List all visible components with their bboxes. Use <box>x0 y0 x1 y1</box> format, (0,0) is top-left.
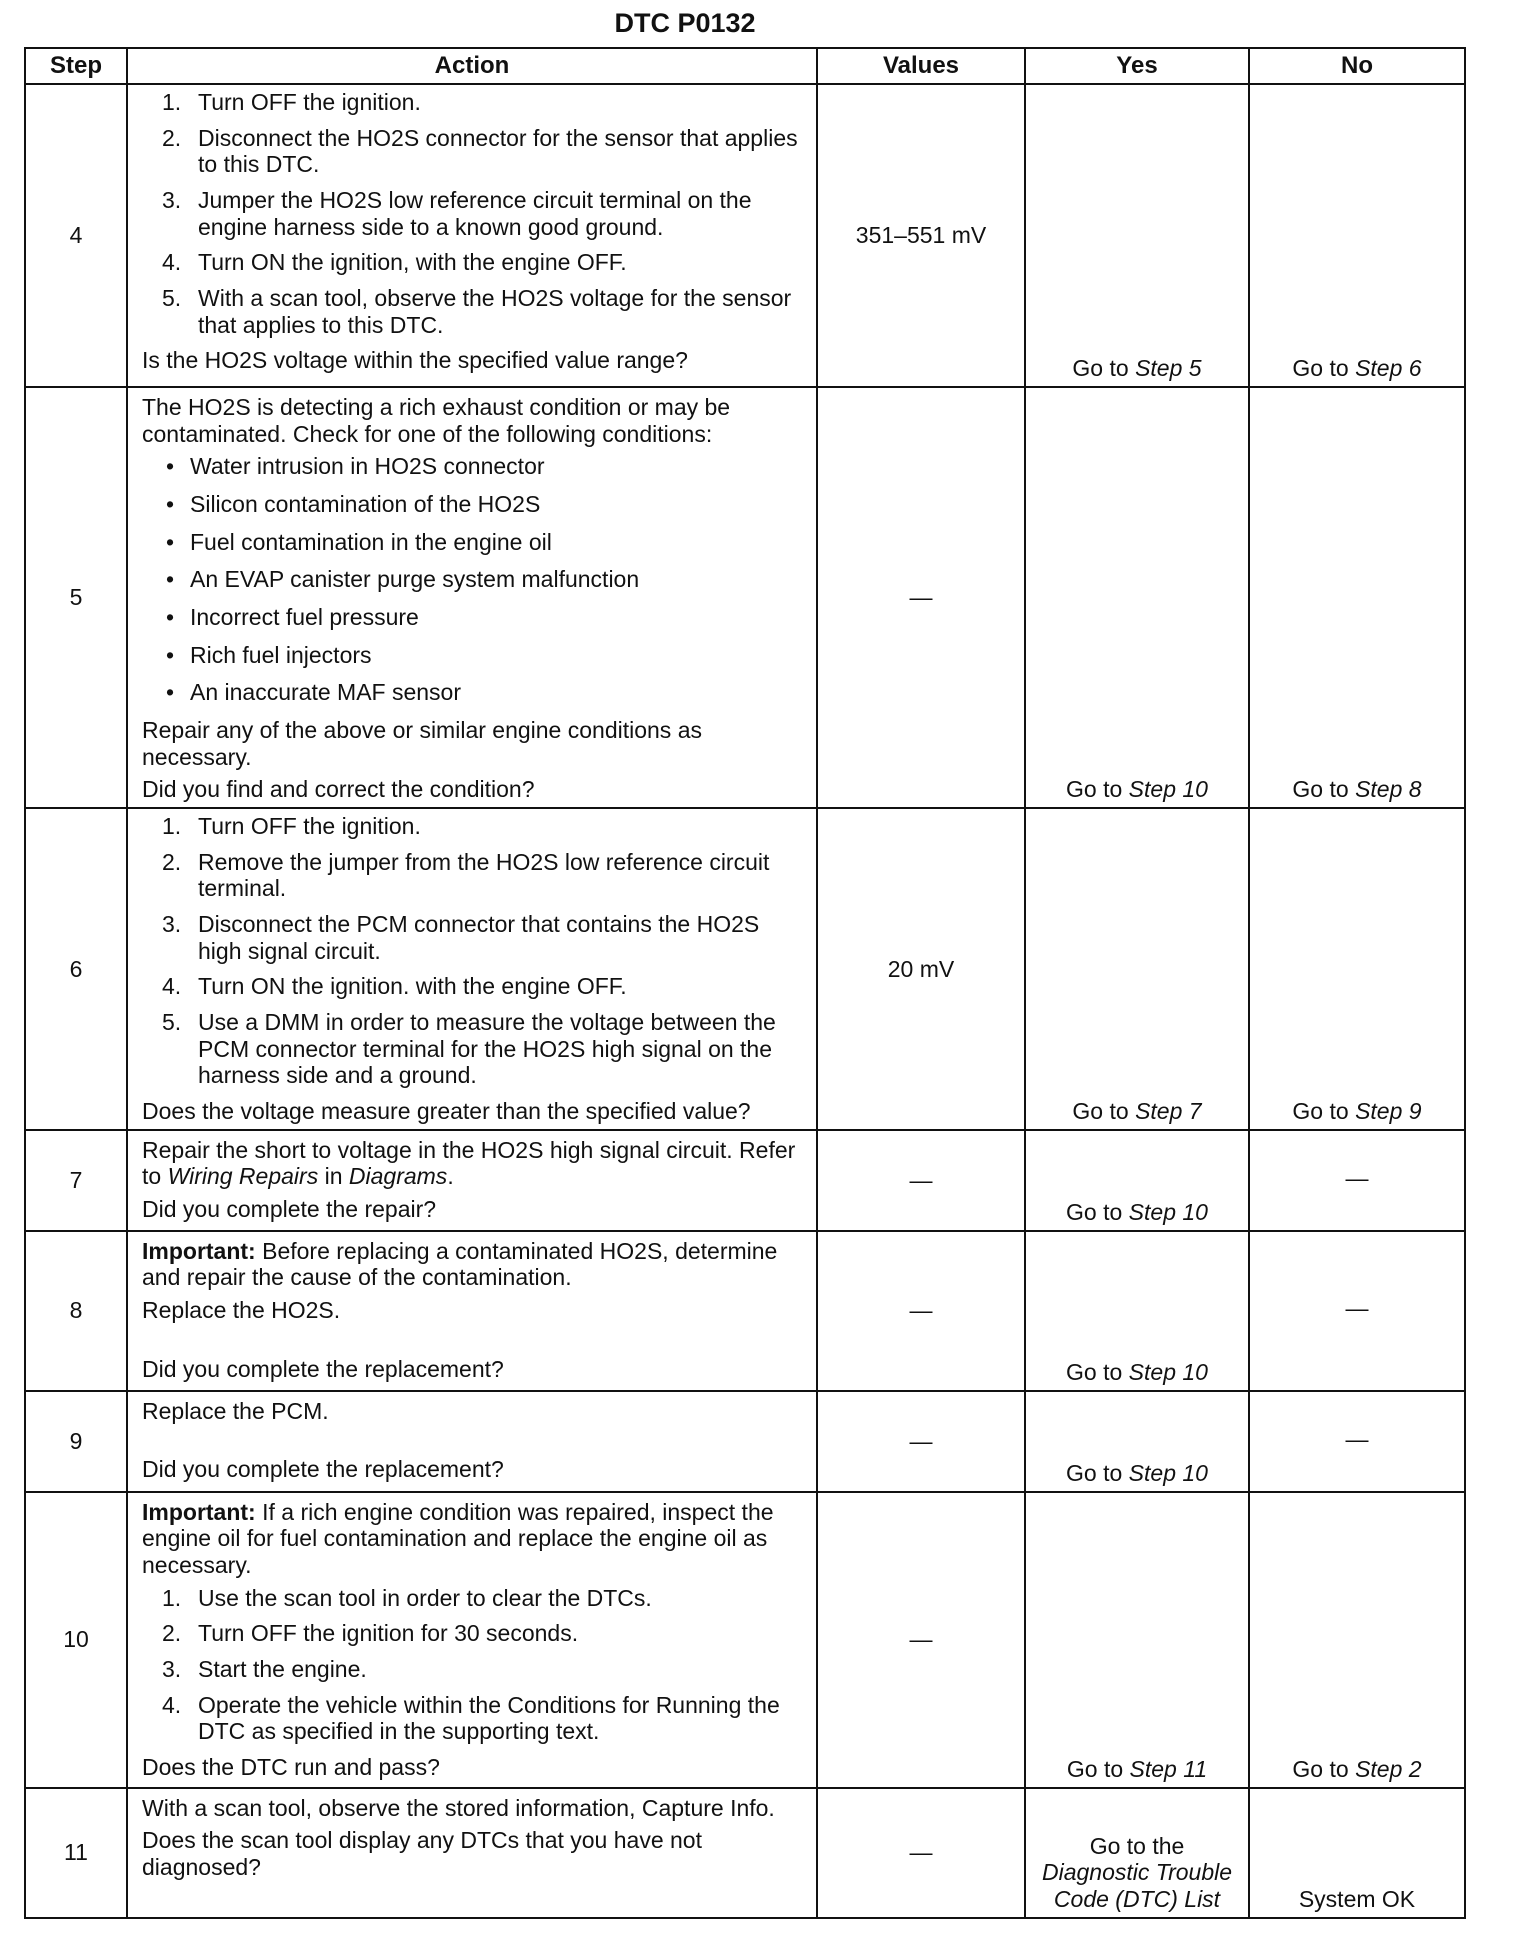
list-item: 1. Turn OFF the ignition. <box>162 89 421 115</box>
no-cell: — <box>1249 1130 1465 1231</box>
no-cell[interactable]: Go to Step 6 <box>1249 84 1465 387</box>
yes-cell[interactable]: Go to Step 5 <box>1025 84 1249 387</box>
step-number: 4 <box>25 84 127 387</box>
procedure-list <box>142 89 806 338</box>
question: Did you complete the replacement? <box>142 1456 504 1483</box>
yes-text: Go to the <box>1089 1832 1185 1859</box>
list-item: 1. Use the scan tool in order to clear the DTCs. <box>162 1584 652 1611</box>
instruction-text: Repair the short to voltage in the HO2S high signal circuit. Refer to Wiring Repairs in Diagrams. <box>142 1136 796 1190</box>
no-cell[interactable]: Go to Step 2 <box>1249 1492 1465 1788</box>
step-link[interactable]: Step 7 <box>1135 1098 1202 1125</box>
important-label: Important: <box>142 1237 256 1264</box>
action-cell <box>127 387 817 808</box>
value-cell: 351–551 mV <box>817 84 1025 387</box>
no-cell[interactable]: Go to Step 9 <box>1249 808 1465 1130</box>
table-row <box>25 387 1465 808</box>
reference-link[interactable]: Diagrams <box>348 1163 448 1190</box>
table-row <box>25 1492 1465 1788</box>
table-row <box>25 1231 1465 1391</box>
action-cell <box>127 1391 817 1492</box>
list-item: 5. With a scan tool, observe the HO2S voltage for the sensor that applies to this DTC. <box>162 285 792 338</box>
value-cell: 20 mV <box>817 808 1025 1130</box>
question: Did you complete the repair? <box>142 1196 437 1223</box>
step-number: 7 <box>25 1130 127 1231</box>
list-item: • Water intrusion in HO2S connector <box>166 453 545 480</box>
yes-cell[interactable]: Go to Step 10 <box>1025 1391 1249 1492</box>
instruction-text: With a scan tool, observe the stored information, Capture Info. <box>142 1794 775 1821</box>
yes-cell[interactable]: Go to Step 10 <box>1025 387 1249 808</box>
step-link[interactable]: Step 6 <box>1355 355 1422 382</box>
header-row <box>25 48 1465 84</box>
list-item: 3. Jumper the HO2S low reference circuit terminal on the engine harness side to a known good ground. <box>162 187 752 240</box>
no-cell: — <box>1249 1391 1465 1492</box>
action-cell <box>127 1492 817 1788</box>
question: Does the DTC run and pass? <box>142 1754 440 1781</box>
question: Did you find and correct the condition? <box>142 776 535 803</box>
no-cell[interactable]: Go to Step 8 <box>1249 387 1465 808</box>
header-action: Action <box>127 48 817 84</box>
list-item: 5. Use a DMM in order to measure the voltage between the PCM connector terminal for the HO2S high signal on the harness side and a ground. <box>162 1009 776 1089</box>
list-item: 2. Turn OFF the ignition for 30 seconds. <box>162 1620 579 1647</box>
question: Does the scan tool display any DTCs that you have not diagnosed? <box>142 1827 702 1881</box>
page-title: DTC P0132 <box>614 8 756 38</box>
intro-text: The HO2S is detecting a rich exhaust condition or may be contaminated. Check for one of the following conditions: <box>142 394 731 447</box>
yes-cell[interactable]: Go to Step 10 <box>1025 1130 1249 1231</box>
step-link[interactable]: Step 10 <box>1128 1460 1208 1487</box>
instruction-text: Replace the HO2S. <box>142 1297 341 1324</box>
table-row <box>25 808 1465 1130</box>
step-link[interactable]: Step 10 <box>1128 1359 1208 1386</box>
step-link[interactable]: Step 11 <box>1129 1756 1208 1783</box>
yes-cell[interactable]: Go to Step 11 <box>1025 1492 1249 1788</box>
step-link[interactable]: Step 10 <box>1128 776 1208 803</box>
step-link[interactable]: Step 9 <box>1355 1098 1422 1125</box>
reference-link[interactable]: Wiring Repairs <box>167 1163 319 1190</box>
table-row <box>25 1391 1465 1492</box>
no-cell: System OK <box>1249 1788 1465 1918</box>
question: Is the HO2S voltage within the specified value range? <box>142 347 688 374</box>
list-item: • An EVAP canister purge system malfunction <box>166 566 640 593</box>
step-number: 8 <box>25 1231 127 1391</box>
action-cell <box>127 1130 817 1231</box>
list-item: 2. Disconnect the HO2S connector for the sensor that applies to this DTC. <box>162 124 798 178</box>
header-step: Step <box>25 48 127 84</box>
table-row <box>25 84 1465 387</box>
list-item: 3. Start the engine. <box>162 1656 367 1683</box>
list-item: 3. Disconnect the PCM connector that contains the HO2S high signal circuit. <box>162 911 760 964</box>
step-link[interactable]: Step 5 <box>1135 355 1202 382</box>
procedure-list <box>142 813 806 1089</box>
yes-cell[interactable] <box>1025 1788 1249 1918</box>
no-cell: — <box>1249 1231 1465 1391</box>
step-number: 9 <box>25 1391 127 1492</box>
list-item: • Rich fuel injectors <box>166 641 372 668</box>
list-item: • Fuel contamination in the engine oil <box>166 528 552 555</box>
step-number: 6 <box>25 808 127 1130</box>
action-cell <box>127 1231 817 1391</box>
header-no: No <box>1249 48 1465 84</box>
value-cell: — <box>817 1130 1025 1231</box>
list-item: • An inaccurate MAF sensor <box>166 679 462 706</box>
table-row <box>25 1788 1465 1918</box>
step-link[interactable]: Step 8 <box>1355 776 1422 803</box>
dtc-table <box>24 47 1466 1919</box>
question: Does the voltage measure greater than the specified value? <box>142 1098 751 1125</box>
dtc-list-link[interactable]: Diagnostic Trouble Code (DTC) List <box>1041 1859 1233 1913</box>
value-cell: — <box>817 1492 1025 1788</box>
table-row <box>25 1130 1465 1231</box>
header-yes: Yes <box>1025 48 1249 84</box>
list-item: • Silicon contamination of the HO2S <box>166 491 541 518</box>
yes-cell[interactable]: Go to Step 7 <box>1025 808 1249 1130</box>
question: Did you complete the replacement? <box>142 1355 504 1382</box>
list-item: 4. Operate the vehicle within the Conditions for Running the DTC as specified in the supporting text. <box>162 1691 780 1745</box>
important-note: Important: If a rich engine condition was repaired, inspect the engine oil for fuel contamination and replace the engine oil as necessary. <box>142 1498 774 1579</box>
action-cell <box>127 808 817 1130</box>
step-number: 10 <box>25 1492 127 1788</box>
action-cell <box>127 1788 817 1918</box>
list-item: 4. Turn ON the ignition. with the engine OFF. <box>162 973 627 1000</box>
list-item: 4. Turn ON the ignition, with the engine OFF. <box>162 249 627 276</box>
condition-list <box>142 453 806 706</box>
procedure-list <box>142 1585 806 1745</box>
list-item: 1. Turn OFF the ignition. <box>162 813 421 840</box>
value-cell: — <box>817 387 1025 808</box>
header-values: Values <box>817 48 1025 84</box>
important-note: Important: Before replacing a contaminated HO2S, determine and repair the cause of the contamination. <box>142 1237 778 1291</box>
list-item: 2. Remove the jumper from the HO2S low reference circuit terminal. <box>162 848 770 902</box>
step-number: 5 <box>25 387 127 808</box>
value-cell: — <box>817 1391 1025 1492</box>
instruction-text: Replace the PCM. <box>142 1397 329 1424</box>
yes-cell[interactable]: Go to Step 10 <box>1025 1231 1249 1391</box>
important-label: Important: <box>142 1498 256 1525</box>
value-cell: — <box>817 1231 1025 1391</box>
step-link[interactable]: Step 2 <box>1355 1756 1422 1783</box>
step-number: 11 <box>25 1788 127 1918</box>
step-link[interactable]: Step 10 <box>1128 1199 1208 1226</box>
action-cell <box>127 84 817 387</box>
note-text: Repair any of the above or similar engine conditions as necessary. <box>142 717 702 770</box>
value-cell: — <box>817 1788 1025 1918</box>
list-item: • Incorrect fuel pressure <box>166 604 419 631</box>
